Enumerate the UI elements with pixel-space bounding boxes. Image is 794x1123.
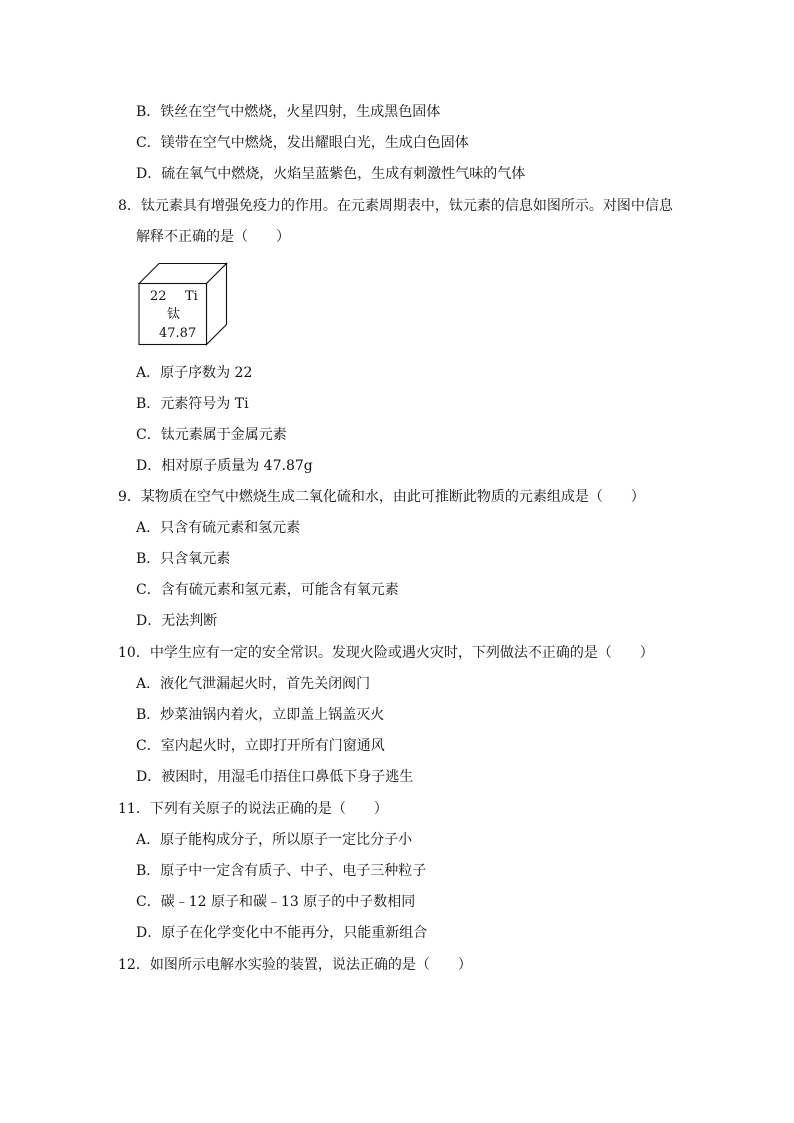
q9-option-d: D．无法判断 (136, 613, 218, 629)
q9-option-a: A．只含有硫元素和氢元素 (136, 520, 301, 536)
q10-option-c: C．室内起火时，立即打开所有门窗通风 (136, 738, 385, 754)
question-11-stem: 11．下列有关原子的说法正确的是（ ） (118, 801, 388, 817)
titanium-element-cube (138, 262, 230, 346)
q10-option-b: B．炒菜油锅内着火，立即盖上锅盖灭火 (136, 707, 385, 723)
q8-option-b: B．元素符号为 Ti (136, 396, 249, 412)
q8-option-c: C．钛元素属于金属元素 (136, 427, 287, 443)
q11-option-a: A．原子能构成分子，所以原子一定比分子小 (136, 832, 413, 848)
question-10-stem: 10．中学生应有一定的安全常识。发现火险或遇火灾时，下列做法不正确的是（ ） (118, 645, 654, 661)
option-d-prev: D．硫在氧气中燃烧，火焰呈蓝紫色，生成有刺激性气味的气体 (136, 166, 526, 182)
atomic-number: 22 (150, 289, 167, 304)
option-b-prev: B．铁丝在空气中燃烧，火星四射，生成黑色固体 (136, 104, 441, 120)
q8-option-d: D．相对原子质量为 47.87g (136, 458, 313, 474)
q11-option-b: B．原子中一定含有质子、中子、电子三种粒子 (136, 863, 427, 879)
question-8-stem-line2: 解释不正确的是（ ） (136, 229, 290, 245)
question-8-stem-line1: 8．钛元素具有增强免疫力的作用。在元素周期表中，钛元素的信息如图所示。对图中信息 (118, 198, 673, 214)
element-symbol: Ti (185, 289, 198, 304)
atomic-mass: 47.87 (159, 326, 197, 341)
q10-option-d: D．被困时，用湿毛巾捂住口鼻低下身子逃生 (136, 769, 414, 785)
q9-option-b: B．只含氧元素 (136, 551, 231, 567)
q8-option-a: A．原子序数为 22 (136, 365, 253, 381)
q11-option-d: D．原子在化学变化中不能再分，只能重新组合 (136, 925, 428, 941)
q11-option-c: C．碳﹣12 原子和碳﹣13 原子的中子数相同 (136, 894, 416, 910)
q10-option-a: A．液化气泄漏起火时，首先关闭阀门 (136, 676, 371, 692)
question-9-stem: 9．某物质在空气中燃烧生成二氧化硫和水，由此可推断此物质的元素组成是（ ） (118, 489, 645, 505)
question-12-stem: 12．如图所示电解水实验的装置，说法正确的是（ ） (118, 957, 472, 973)
q9-option-c: C．含有硫元素和氢元素，可能含有氧元素 (136, 582, 399, 598)
element-name: 钛 (167, 307, 181, 322)
option-c-prev: C．镁带在空气中燃烧，发出耀眼白光，生成白色固体 (136, 135, 469, 151)
